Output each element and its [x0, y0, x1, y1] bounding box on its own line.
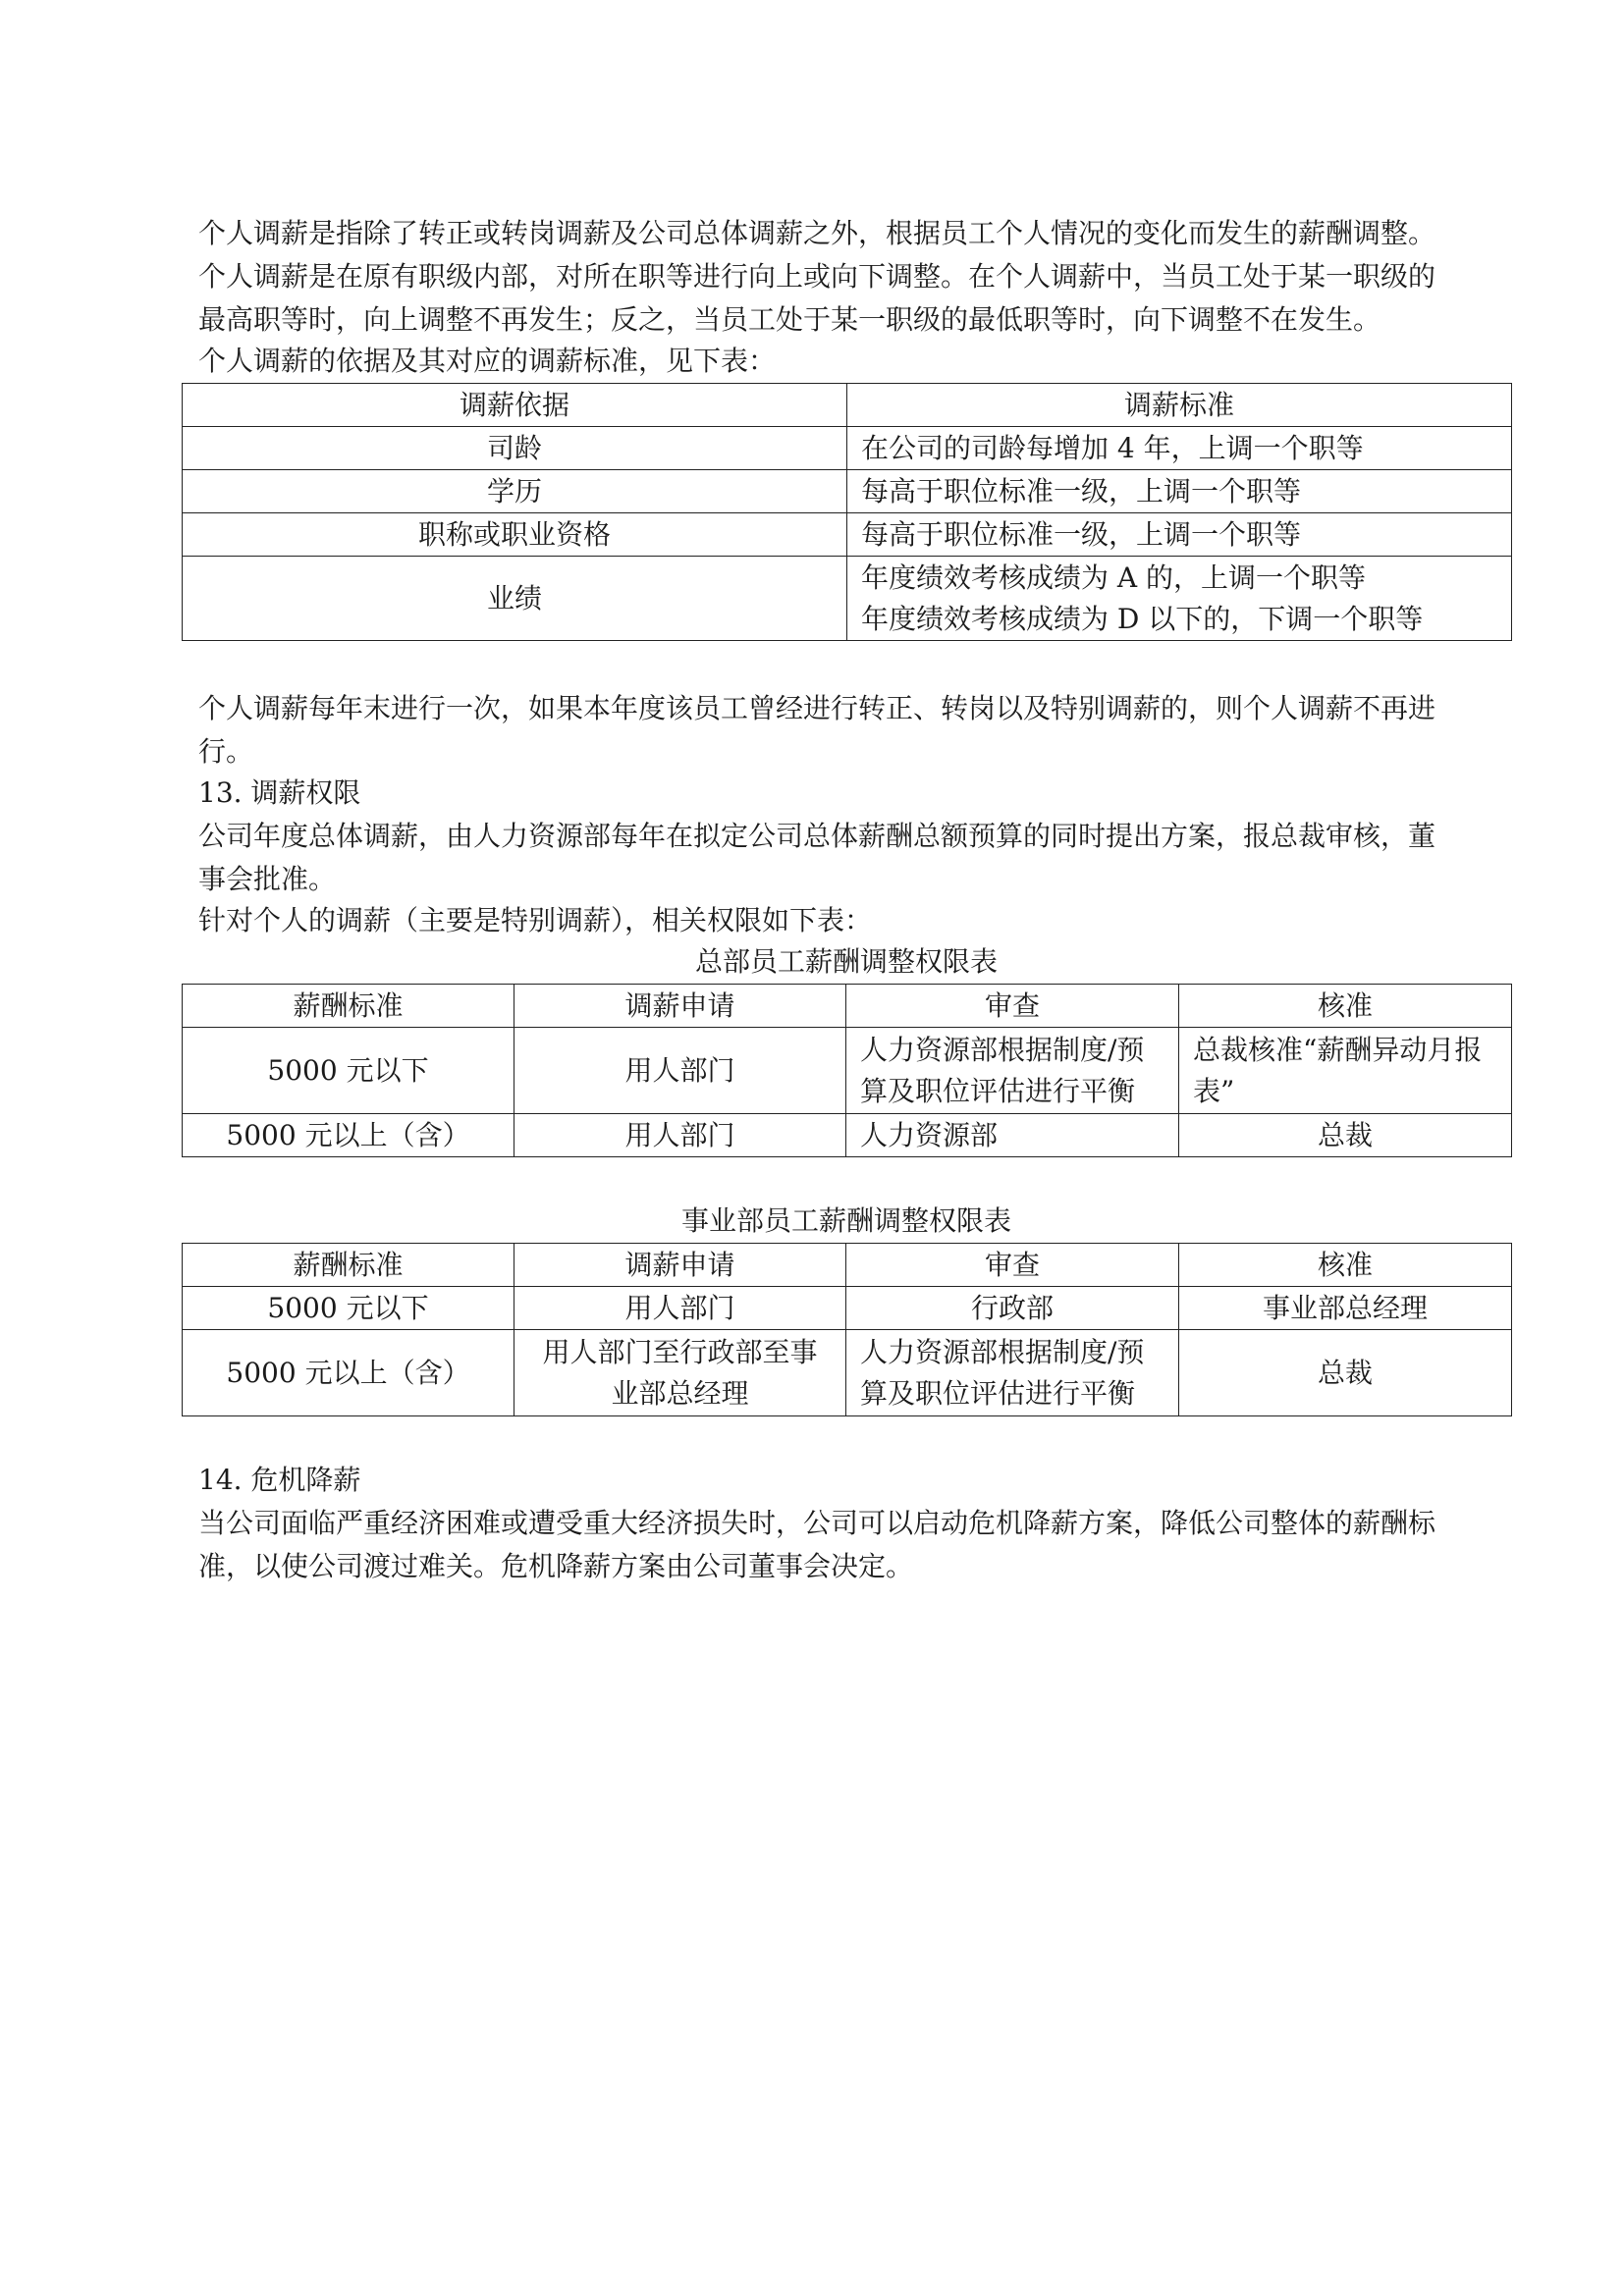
table-header-row — [183, 384, 1512, 427]
review-line: 人力资源部根据制度/预 — [860, 1033, 1145, 1066]
table-row — [183, 513, 1512, 557]
table-row — [183, 1287, 1512, 1330]
table-row — [183, 557, 1512, 641]
apply-cell: 用人部门 — [514, 1114, 846, 1157]
division-salary-authority-table — [182, 1243, 1512, 1416]
table-header-cell: 薪酬标准 — [183, 985, 514, 1028]
salary-adjustment-basis-table — [182, 383, 1512, 641]
approve-line: 总裁核准“薪酬异动月报 — [1193, 1033, 1483, 1066]
table-row — [183, 427, 1512, 470]
table-header-cell: 调薪依据 — [183, 384, 847, 427]
overall-adjustment-line-1: 公司年度总体调薪，由人力资源部每年在拟定公司总体薪酬总额预算的同时提出方案，报总裁审核，董 — [198, 820, 1436, 852]
apply-line: 业部总经理 — [611, 1376, 749, 1410]
approve-cell: 总裁 — [1179, 1114, 1512, 1157]
table-row — [183, 1330, 1512, 1416]
standard-cell: 5000 元以下 — [183, 1287, 514, 1330]
intro-paragraph-2-line-1: 个人调薪是在原有职级内部，对所在职等进行向上或向下调整。在个人调薪中，当员工处于某一职级的 — [198, 260, 1436, 293]
review-cell: 行政部 — [846, 1287, 1179, 1330]
table-header-cell: 薪酬标准 — [183, 1244, 514, 1287]
standard-cell: 5000 元以上（含） — [183, 1330, 514, 1416]
table-row — [183, 470, 1512, 513]
standard-cell — [847, 557, 1512, 641]
intro-paragraph-1: 个人调薪是指除了转正或转岗调薪及公司总体调薪之外，根据员工个人情况的变化而发生的薪酬调整。 — [198, 217, 1436, 249]
basis-cell: 学历 — [183, 470, 847, 513]
approve-line: 表” — [1193, 1074, 1235, 1107]
intro-paragraph-2-line-2: 最高职等时，向上调整不再发生；反之，当员工处于某一职级的最低职等时，向下调整不在发生。 — [198, 303, 1381, 336]
review-line: 人力资源部根据制度/预 — [860, 1335, 1145, 1368]
table-row — [183, 1114, 1512, 1157]
division-table-caption: 事业部员工薪酬调整权限表 — [680, 1204, 1011, 1237]
review-cell — [846, 1028, 1179, 1114]
approve-cell — [1179, 1028, 1512, 1114]
review-line: 算及职位评估进行平衡 — [860, 1376, 1136, 1410]
hq-table-caption: 总部员工薪酬调整权限表 — [694, 945, 998, 978]
annual-adjustment-line-1: 个人调薪每年末进行一次，如果本年度该员工曾经进行转正、转岗以及特别调薪的，则个人调薪不再进 — [198, 692, 1436, 724]
table-header-cell: 审查 — [846, 1244, 1179, 1287]
annual-adjustment-line-2: 行。 — [198, 735, 254, 768]
table-header-cell: 审查 — [846, 985, 1179, 1028]
table-header-row — [183, 985, 1512, 1028]
hq-salary-authority-table — [182, 984, 1512, 1157]
basis-cell: 司龄 — [183, 427, 847, 470]
crisis-paycut-line-1: 当公司面临严重经济困难或遭受重大经济损失时，公司可以启动危机降薪方案，降低公司整体的薪酬标 — [198, 1507, 1436, 1539]
standard-cell: 每高于职位标准一级，上调一个职等 — [847, 513, 1512, 557]
basis-cell: 职称或职业资格 — [183, 513, 847, 557]
standard-cell: 在公司的司龄每增加 4 年，上调一个职等 — [847, 427, 1512, 470]
table-header-cell: 调薪申请 — [514, 985, 846, 1028]
basis-cell: 业绩 — [183, 557, 847, 641]
table-row — [183, 1028, 1512, 1114]
approve-cell: 事业部总经理 — [1179, 1287, 1512, 1330]
table-header-cell: 核准 — [1179, 1244, 1512, 1287]
section-13-heading: 13. 调薪权限 — [198, 776, 361, 809]
standard-cell: 每高于职位标准一级，上调一个职等 — [847, 470, 1512, 513]
apply-cell — [514, 1330, 846, 1416]
table-header-row — [183, 1244, 1512, 1287]
standard-line: 年度绩效考核成绩为 A 的，上调一个职等 — [861, 561, 1367, 594]
standard-cell: 5000 元以下 — [183, 1028, 514, 1114]
standard-cell: 5000 元以上（含） — [183, 1114, 514, 1157]
overall-adjustment-line-2: 事会批准。 — [198, 863, 337, 895]
approve-cell: 总裁 — [1179, 1330, 1512, 1416]
crisis-paycut-line-2: 准，以使公司渡过难关。危机降薪方案由公司董事会决定。 — [198, 1550, 914, 1582]
review-line: 算及职位评估进行平衡 — [860, 1074, 1136, 1107]
review-cell: 人力资源部 — [846, 1114, 1179, 1157]
apply-cell: 用人部门 — [514, 1028, 846, 1114]
review-cell — [846, 1330, 1179, 1416]
individual-authority-intro: 针对个人的调薪（主要是特别调薪），相关权限如下表： — [198, 904, 873, 936]
table-header-cell: 调薪申请 — [514, 1244, 846, 1287]
section-14-heading: 14. 危机降薪 — [198, 1464, 361, 1496]
apply-line: 用人部门至行政部至事 — [542, 1335, 818, 1368]
intro-paragraph-3: 个人调薪的依据及其对应的调薪标准，见下表： — [198, 345, 777, 377]
apply-cell: 用人部门 — [514, 1287, 846, 1330]
standard-line: 年度绩效考核成绩为 D 以下的，下调一个职等 — [861, 602, 1424, 635]
table-header-cell: 核准 — [1179, 985, 1512, 1028]
table-header-cell: 调薪标准 — [847, 384, 1512, 427]
